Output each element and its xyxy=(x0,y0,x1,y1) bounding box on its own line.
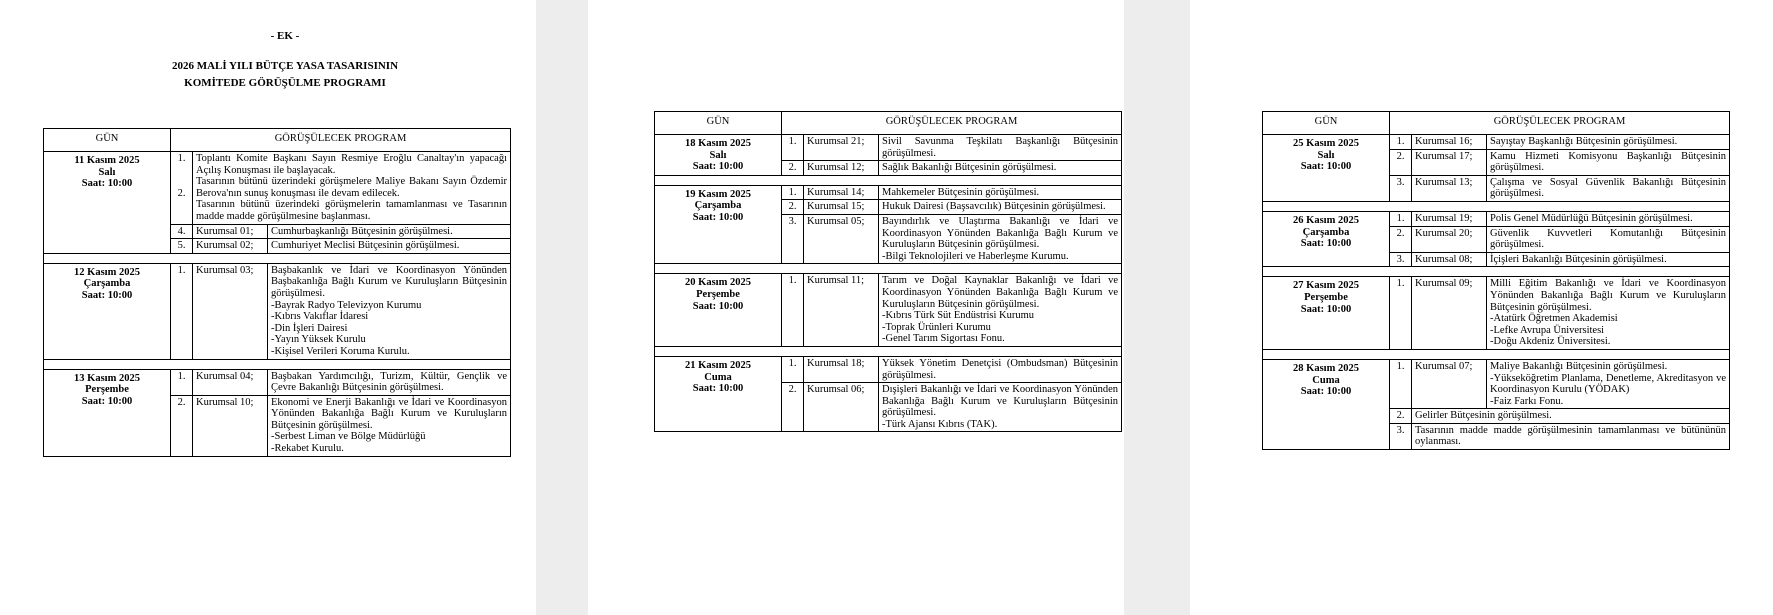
day-cell-25: 25 Kasım 2025 Salı Saat: 10:00 xyxy=(1263,135,1390,202)
schedule-table-2: GÜN GÖRÜŞÜLECEK PROGRAM 18 Kasım 2025 Salı Saat: 10:00 1. Kurumsal 21; Sivil Savunma Teşkilatı Başkanlığı Bütçesinin görüşülmesi. 2. Kurumsal 12; Sağlık Bakanlığı Bütçesinin görüşülmesi. 19 Kasım 2025 Çarşamba Saat: 10:00 1. Kurumsal 14; Mahkemeler Bütçesinin görüşülmesi. 2. Kurumsal 15; Hukuk Dairesi (Başsavcılık) Bütçesinin görüşülmesi. 3. Kurumsal 05; Bayındırlık ve Ulaştırma Bakanlığı ve İdari ve Koordinasyon Yönünden Bakanlığa Bağlı Kurum ve Kuruluşların Bütçesinin görüşülmesi. -Bilgi Teknolojileri ve Haberleşme Kurumu. 20 Kasım 2025 Perşembe Saat: 10:00 1. Kurumsal 11; Tarım ve Doğal Kaynaklar Bakanlığı ve İdari ve Koordinasyon Yönünden Bakanlığa Bağlı Kurum ve Kuruluşların Bütçesinin görüşülmesi. -Kıbrıs Türk Süt Endüstrisi Kurumu -Toprak Ürünleri Kurumu -Genel Tarım Sigortası Fonu. 21 Kasım 2025 Cuma Saat: 10:00 1. Kurumsal 18; Yüksek Yönetim Denetçisi (Ombudsman) Bütçesinin görüşülmesi. 2. Kurumsal 06; Dışişleri Bakanlığı ve İdari ve Koordinasyon Yönünden Bakanlığa Bağlı Kurum ve Kuruluşların Bütçesinin görüşülmesi. -Türk Ajansı Kıbrıs (TAK). xyxy=(654,111,1122,432)
document-title xyxy=(0,58,570,92)
item-numbers: 1. 2. xyxy=(171,152,193,225)
day-cell-20: 20 Kasım 2025 Perşembe Saat: 10:00 xyxy=(655,274,782,347)
day-cell-19: 19 Kasım 2025 Çarşamba Saat: 10:00 xyxy=(655,185,782,264)
annex-label: - EK - xyxy=(270,30,300,42)
day-cell-18: 18 Kasım 2025 Salı Saat: 10:00 xyxy=(655,135,782,176)
col-header-program: GÖRÜŞÜLECEK PROGRAM xyxy=(171,129,511,152)
day-cell-28: 28 Kasım 2025 Cuma Saat: 10:00 xyxy=(1263,359,1390,449)
day-cell-13: 13 Kasım 2025 Perşembe Saat: 10:00 xyxy=(44,369,171,456)
item-text: Toplantı Komite Başkanı Sayın Resmiye Eroğlu Canaltay'ın yapacağı Açılış Konuşması ile başlayacak. Tasarının bütünü üzerindeki görüşmelere Maliye Bakanı Sayın Özdemir Berova'nın sunuş konuşması ile devam edilecek. Tasarının bütünü üzerindeki görüşmelerin tamamlanması ve Tasarının madde madde görüşülmesine başlanması. xyxy=(193,152,511,225)
title-line-2: KOMİTEDE GÖRÜŞÜLME PROGRAMI xyxy=(184,77,386,89)
page-2 xyxy=(588,0,1124,615)
schedule-table-3: GÜN GÖRÜŞÜLECEK PROGRAM 25 Kasım 2025 Salı Saat: 10:00 1. Kurumsal 16; Sayıştay Başkanlığı Bütçesinin görüşülmesi. 2. Kurumsal 17; Kamu Hizmeti Komisyonu Başkanlığı Bütçesinin görüşülmesi. 3. Kurumsal 13; Çalışma ve Sosyal Güvenlik Bakanlığı Bütçesinin görüşülmesi. 26 Kasım 2025 Çarşamba Saat: 10:00 1. Kurumsal 19; Polis Genel Müdürlüğü Bütçesinin görüşülmesi. 2. Kurumsal 20; Güvenlik Kuvvetleri Komutanlığı Bütçesinin görüşülmesi. 3. Kurumsal 08; İçişleri Bakanlığı Bütçesinin görüşülmesi. 27 Kasım 2025 Perşembe Saat: 10:00 1. Kurumsal 09; Milli Eğitim Bakanlığı ve İdari ve Koordinasyon Yönünden Bakanlığa Bağlı Kurum ve Kuruluşların Bütçesinin görüşülmesi. -Atatürk Öğretmen Akademisi -Lefke Avrupa Üniversitesi -Doğu Akdeniz Üniversitesi. 28 Kasım 2025 Cuma Saat: 10:00 1. Kurumsal 07; Maliye Bakanlığı Bütçesinin görüşülmesi. -Yükseköğretim Planlama, Denetleme, Akreditasyon ve Koordinasyon Kurulu (YÖDAK) -Faiz Farkı Fonu. 2. Gelirler Bütçesinin görüşülmesi. 3. Tasarının madde madde görüşülmesinin tamamlanması ve bütününün oylanması. xyxy=(1262,111,1730,450)
schedule-table-1: GÜN GÖRÜŞÜLECEK PROGRAM 11 Kasım 2025 Salı Saat: 10:00 1. 2. Toplantı Komite Başkanı Sayın Resmiye Eroğlu Canaltay'ın yapacağı Açılış Konuşması ile başlayacak. Tasarının bütünü üzerindeki görüşmelere Maliye Bakanı Sayın Özdemir Berova'nın sunuş konuşması ile devam edilecek. Tasarının bütünü üzerindeki görüşmelerin tamamlanması ve Tasarının madde madde görüşülmesine başlanması. 4. Kurumsal 01; Cumhurbaşkanlığı Bütçesinin görüşülmesi. 5. Kurumsal 02; Cumhuriyet Meclisi Bütçesinin görüşülmesi. 12 Kasım 2025 Çarşamba Saat: 10:00 1. Kurumsal 03; Başbakanlık ve İdari ve Koordinasyon Yönünden Başbakanlığa Bağlı Kurum ve Kuruluşların Bütçesinin görüşülmesi. -Bayrak Radyo Televizyon Kurumu -Kıbrıs Vakıflar İdaresi -Din İşleri Dairesi -Yayın Yüksek Kurulu -Kişisel Verileri Koruma Kurulu. 13 Kasım 2025 Perşembe Saat: 10:00 1. Kurumsal 04; Başbakan Yardımcılığı, Turizm, Kültür, Gençlik ve Çevre Bakanlığı Bütçesinin görüşülmesi. 2. Kurumsal 10; Ekonomi ve Enerji Bakanlığı ve İdari ve Koordinasyon Yönünden Bakanlığa Bağlı Kurum ve Kuruluşların Bütçesinin görüşülmesi. -Serbest Liman ve Bölge Müdürlüğü -Rekabet Kurulu. xyxy=(43,128,511,457)
col-header-day: GÜN xyxy=(44,129,171,152)
day-cell-21: 21 Kasım 2025 Cuma Saat: 10:00 xyxy=(655,356,782,432)
page-3 xyxy=(1190,0,1773,615)
day-cell-12: 12 Kasım 2025 Çarşamba Saat: 10:00 xyxy=(44,263,171,359)
page-1 xyxy=(0,0,536,615)
day-cell-11: 11 Kasım 2025 Salı Saat: 10:00 xyxy=(44,152,171,254)
day-cell-27: 27 Kasım 2025 Perşembe Saat: 10:00 xyxy=(1263,277,1390,350)
day-cell-26: 26 Kasım 2025 Çarşamba Saat: 10:00 xyxy=(1263,211,1390,266)
title-line-1: 2026 MALİ YILI BÜTÇE YASA TASARISININ xyxy=(171,60,399,72)
